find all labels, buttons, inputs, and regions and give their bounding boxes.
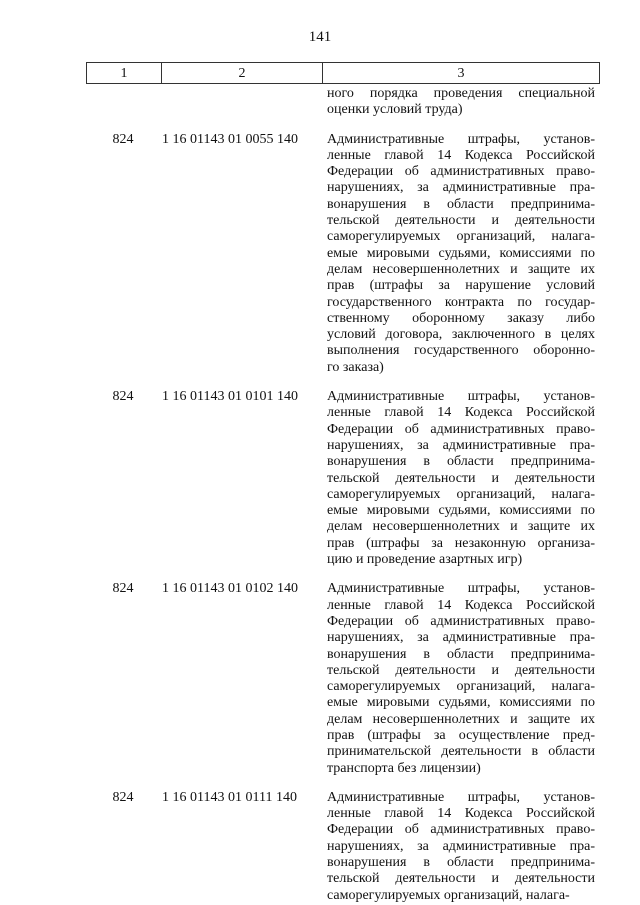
text-line: Административные штрафы, установ- [327,131,595,147]
admin-code: 824 [112,789,134,805]
text-line: саморегулируемых организаций, налага- [327,229,595,245]
text-line: Административные штрафы, установ- [327,789,595,805]
text-line: прав (штрафы за осуществление пред- [327,727,595,743]
text-line: принимательской деятельности в области [327,744,595,760]
text-line: нарушениях, за административные пра- [327,180,595,196]
table-row [0,389,640,568]
header-col-2: 2 [162,63,323,83]
kbk-code: 1 16 01143 01 0101 140 [162,389,298,405]
text-line: прав (штрафы за нарушение условий [327,278,595,294]
text-line: выполнения государственного оборонно- [327,343,595,359]
admin-code: 824 [112,581,134,597]
text-line: ного порядка проведения специальной [327,86,595,101]
text-line: емые мировыми судьями, комиссиями по [327,503,595,519]
text-line: прав (штрафы за незаконную организа- [327,535,595,551]
text-line: ленные главой 14 Кодекса Российской [327,147,595,163]
kbk-code: 1 16 01143 01 0102 140 [162,581,298,597]
text-line: делам несовершеннолетних и защите их [327,711,595,727]
description [327,389,595,568]
text-line: делам несовершеннолетних и защите их [327,261,595,277]
text-line: вонарушения в области предпринима- [327,196,595,212]
text-line: оценки условий труда) [327,102,463,118]
admin-code: 824 [112,131,134,147]
text-line: Федерации об административных право- [327,613,595,629]
text-line: вонарушения в области предпринима- [327,454,595,470]
text-line: тельской деятельности и деятельности [327,470,595,486]
text-line: Федерации об административных право- [327,164,595,180]
text-line: Административные штрафы, установ- [327,389,595,405]
text-line: вонарушения в области предпринима- [327,855,595,871]
text-line: Административные штрафы, установ- [327,581,595,597]
kbk-code: 1 16 01143 01 0111 140 [162,789,297,805]
text-line: тельской деятельности и деятельности [327,871,595,887]
description [327,581,595,777]
text-line: нарушениях, за административные пра- [327,630,595,646]
table-row [0,581,640,777]
text-line: саморегулируемых организаций, налага- [327,486,595,502]
kbk-code: 1 16 01143 01 0055 140 [162,131,298,147]
text-line: транспорта без лицензии) [327,760,481,776]
table-body [0,86,640,904]
text-line: го заказа) [327,359,384,375]
text-line: нарушениях, за административные пра- [327,838,595,854]
text-line: тельской деятельности и деятельности [327,213,595,229]
text-line: государственного контракта по государ- [327,294,595,310]
continuation-text [327,86,595,119]
page-number: 141 [308,29,332,45]
text-line: условий договора, заключенного в целях [327,327,595,343]
table-header [86,62,600,84]
text-line: делам несовершеннолетних и защите их [327,519,595,535]
text-line: Федерации об административных право- [327,421,595,437]
text-line: вонарушения в области предпринима- [327,646,595,662]
text-line: ственному оборонному заказу либо [327,310,595,326]
text-line: цию и проведение азартных игр) [327,552,523,568]
description [327,132,595,376]
header-col-3: 3 [457,66,465,81]
text-line: емые мировыми судьями, комиссиями по [327,245,595,261]
text-line: ленные главой 14 Кодекса Российской [327,405,595,421]
text-line: нарушениях, за административные пра- [327,437,595,453]
admin-code: 824 [112,389,134,405]
text-line: саморегулируемых организаций, налага- [327,679,595,695]
table-row [0,132,640,376]
header-col-1: 1 [87,63,162,83]
text-line: тельской деятельности и деятельности [327,662,595,678]
continuation-row [0,86,640,119]
text-line: ленные главой 14 Кодекса Российской [327,597,595,613]
text-line: Федерации об административных право- [327,822,595,838]
text-line: ленные главой 14 Кодекса Российской [327,806,595,822]
text-line: емые мировыми судьями, комиссиями по [327,695,595,711]
text-line: саморегулируемых организаций, налага- [327,887,570,903]
description [327,790,595,904]
table-row [0,790,640,904]
